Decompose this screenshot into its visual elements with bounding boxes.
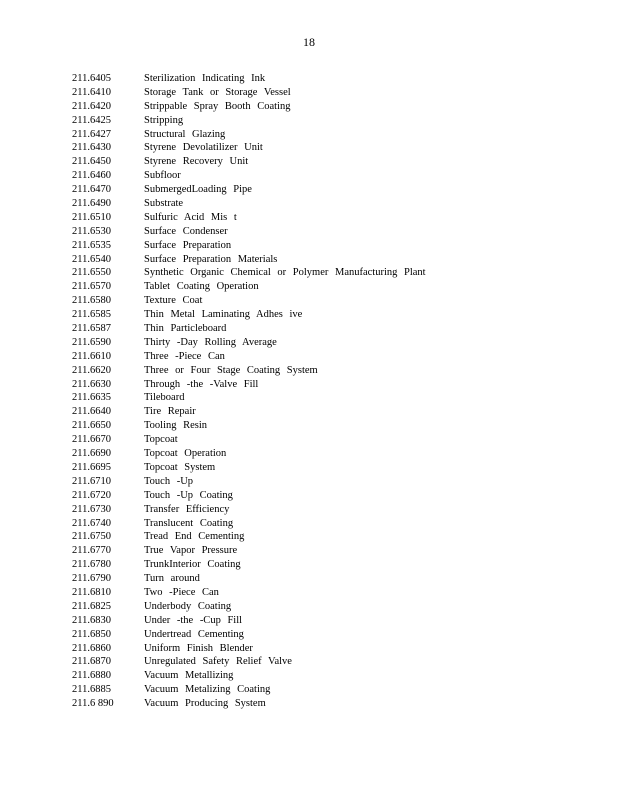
defined-term: Synthetic Organic Chemical or Polymer Manufacturing Plant — [144, 267, 426, 279]
defined-term: Strippable Spray Booth Coating — [144, 100, 291, 112]
section-number: 211.6790 — [72, 573, 111, 585]
defined-term: Stripping — [144, 114, 184, 126]
definition-row — [72, 280, 572, 294]
section-number: 211.6427 — [72, 128, 111, 140]
defined-term: Three -Piece Can — [144, 350, 225, 362]
defined-term: Thirty -Day Rolling Average — [144, 336, 277, 348]
section-number: 211.6460 — [72, 170, 111, 182]
definition-row — [72, 100, 572, 114]
definition-row — [72, 544, 572, 558]
definition-row — [72, 253, 572, 267]
definition-row — [72, 239, 572, 253]
defined-term: Texture Coat — [144, 295, 203, 307]
defined-term: Thin Metal Laminating Adhes ive — [144, 309, 303, 321]
section-number: 211.6550 — [72, 267, 111, 279]
defined-term: Sterilization Indicating Ink — [144, 73, 266, 84]
section-number: 211.6450 — [72, 156, 111, 168]
defined-term: TrunkInterior Coating — [144, 559, 241, 571]
definition-row — [72, 628, 572, 642]
definition-row — [72, 614, 572, 628]
section-number: 211.6830 — [72, 614, 111, 626]
definition-row — [72, 322, 572, 336]
definition-row — [72, 600, 572, 614]
defined-term: Through -the -Valve Fill — [144, 378, 259, 390]
definition-row — [72, 461, 572, 475]
definition-row — [72, 475, 572, 489]
definition-row — [72, 572, 572, 586]
definitions-list — [72, 72, 572, 711]
section-number: 211.6587 — [72, 323, 111, 335]
section-number: 211.6810 — [72, 586, 111, 598]
defined-term: Vacuum Metallizing — [144, 670, 234, 682]
definition-row — [72, 697, 572, 711]
defined-term: Tileboard — [144, 392, 185, 404]
defined-term: Vacuum Producing System — [144, 698, 266, 710]
section-number: 211.6670 — [72, 434, 111, 446]
section-number: 211.6 890 — [72, 698, 114, 710]
defined-term: Styrene Devolatilizer Unit — [144, 142, 263, 154]
definition-row — [72, 586, 572, 600]
defined-term: Thin Particleboard — [144, 323, 227, 335]
definition-row — [72, 655, 572, 669]
defined-term: SubmergedLoading Pipe — [144, 184, 252, 196]
section-number: 211.6510 — [72, 211, 111, 223]
definition-row — [72, 391, 572, 405]
section-number: 211.6590 — [72, 336, 111, 348]
defined-term: Topcoat — [144, 434, 178, 446]
definition-row — [72, 294, 572, 308]
section-number: 211.6570 — [72, 281, 111, 293]
defined-term: Undertread Cementing — [144, 628, 244, 640]
definition-row — [72, 683, 572, 697]
section-number: 211.6620 — [72, 364, 111, 376]
section-number: 211.6535 — [72, 239, 111, 251]
section-number: 211.6425 — [72, 114, 111, 126]
defined-term: Topcoat Operation — [144, 448, 227, 460]
section-number: 211.6610 — [72, 350, 111, 362]
section-number: 211.6850 — [72, 628, 111, 640]
definition-row — [72, 128, 572, 142]
definition-row — [72, 558, 572, 572]
definition-row — [72, 266, 572, 280]
section-number: 211.6410 — [72, 86, 111, 98]
section-number: 211.6630 — [72, 378, 111, 390]
definition-row — [72, 183, 572, 197]
defined-term: Tire Repair — [144, 406, 196, 418]
section-number: 211.6405 — [72, 73, 111, 84]
section-number: 211.6750 — [72, 531, 111, 543]
section-number: 211.6585 — [72, 309, 111, 321]
definition-row — [72, 378, 572, 392]
definition-row — [72, 155, 572, 169]
defined-term: Transfer Efficiency — [144, 503, 230, 515]
defined-term: Surface Condenser — [144, 225, 228, 237]
section-number: 211.6710 — [72, 475, 111, 487]
definition-row — [72, 114, 572, 128]
section-number: 211.6430 — [72, 142, 111, 154]
definition-row — [72, 447, 572, 461]
definition-row — [72, 530, 572, 544]
defined-term: Translucent Coating — [144, 517, 234, 529]
defined-term: Storage Tank or Storage Vessel — [144, 86, 291, 98]
defined-term: Surface Preparation Materials — [144, 253, 278, 265]
section-number: 211.6690 — [72, 448, 111, 460]
defined-term: Two -Piece Can — [144, 586, 219, 598]
defined-term: Vacuum Metalizing Coating — [144, 684, 271, 696]
defined-term: Unregulated Safety Relief Valve — [144, 656, 292, 668]
section-number: 211.6540 — [72, 253, 111, 265]
defined-term: Substrate — [144, 198, 184, 210]
definition-row — [72, 225, 572, 239]
definition-row — [72, 669, 572, 683]
section-number: 211.6635 — [72, 392, 111, 404]
defined-term: Touch -Up — [144, 475, 194, 487]
section-number: 211.6580 — [72, 295, 111, 307]
definition-row — [72, 336, 572, 350]
defined-term: Underbody Coating — [144, 600, 232, 612]
defined-term: Subfloor — [144, 170, 181, 182]
section-number: 211.6490 — [72, 198, 111, 210]
section-number: 211.6720 — [72, 489, 111, 501]
section-number: 211.6860 — [72, 642, 111, 654]
definition-row — [72, 433, 572, 447]
definition-row — [72, 642, 572, 656]
section-number: 211.6880 — [72, 670, 111, 682]
defined-term: Topcoat System — [144, 461, 216, 473]
section-number: 211.6825 — [72, 600, 111, 612]
section-number: 211.6470 — [72, 184, 111, 196]
defined-term: Under -the -Cup Fill — [144, 614, 243, 626]
definition-row — [72, 503, 572, 517]
definition-row — [72, 308, 572, 322]
section-number: 211.6870 — [72, 656, 111, 668]
section-number: 211.6695 — [72, 461, 111, 473]
defined-term: Tooling Resin — [144, 420, 208, 432]
definition-row — [72, 197, 572, 211]
defined-term: Uniform Finish Blender — [144, 642, 253, 654]
defined-term: Styrene Recovery Unit — [144, 156, 249, 168]
definition-row — [72, 364, 572, 378]
section-number: 211.6650 — [72, 420, 111, 432]
section-number: 211.6885 — [72, 684, 111, 696]
definition-row — [72, 489, 572, 503]
definition-row — [72, 350, 572, 364]
page-number: 18 — [303, 35, 315, 49]
section-number: 211.6530 — [72, 225, 111, 237]
definition-row — [72, 169, 572, 183]
definition-row — [72, 72, 572, 86]
defined-term: Sulfuric Acid Mis t — [144, 211, 237, 223]
section-number: 211.6740 — [72, 517, 111, 529]
defined-term: Structural Glazing — [144, 128, 226, 140]
definition-row — [72, 405, 572, 419]
defined-term: Tablet Coating Operation — [144, 281, 259, 293]
definition-row — [72, 86, 572, 100]
definition-row — [72, 211, 572, 225]
defined-term: Surface Preparation — [144, 239, 232, 251]
section-number: 211.6730 — [72, 503, 111, 515]
defined-term: Touch -Up Coating — [144, 489, 233, 501]
defined-term: Three or Four Stage Coating System — [144, 364, 318, 376]
definition-row — [72, 141, 572, 155]
section-number: 211.6770 — [72, 545, 111, 557]
defined-term: Turn around — [144, 573, 200, 585]
section-number: 211.6640 — [72, 406, 111, 418]
section-number: 211.6780 — [72, 559, 111, 571]
section-number: 211.6420 — [72, 100, 111, 112]
defined-term: Tread End Cementing — [144, 531, 245, 543]
definition-row — [72, 517, 572, 531]
defined-term: True Vapor Pressure — [144, 545, 238, 557]
definition-row — [72, 419, 572, 433]
